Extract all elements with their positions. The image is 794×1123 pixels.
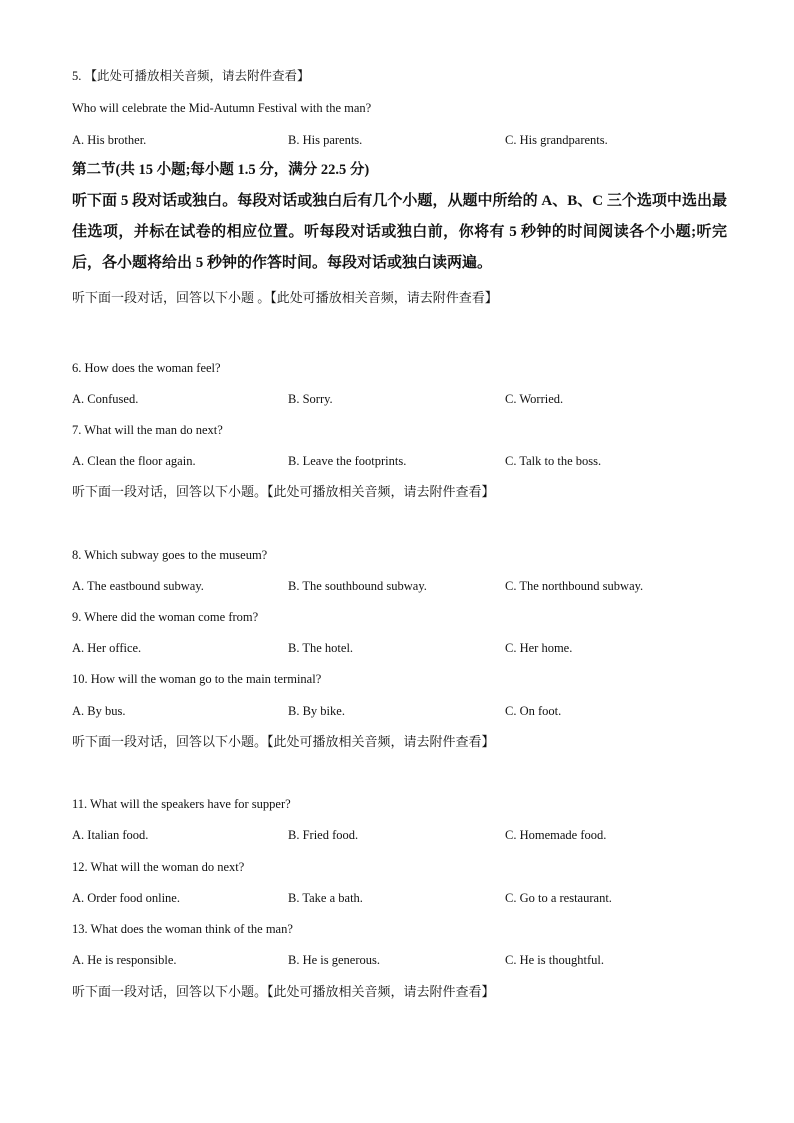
option-a: A. Order food online. [72, 891, 180, 905]
option-a: A. Italian food. [72, 828, 149, 842]
question-text: 10. How will the woman go to the main terminal? [72, 672, 322, 686]
audio-cue: 听下面一段对话，回答以下小题 。【此处可播放相关音频，请去附件查看】 [72, 290, 498, 305]
option-b: B. By bike. [288, 704, 345, 718]
option-c: C. Her home. [505, 641, 573, 655]
option-b: B. Sorry. [288, 392, 333, 406]
option-c: C. The northbound subway. [505, 579, 644, 593]
audio-cue: 听下面一段对话，回答以下小题。【此处可播放相关音频，请去附件查看】 [72, 984, 495, 999]
option-a: A. He is responsible. [72, 953, 177, 967]
question-text: 11. What will the speakers have for supper? [72, 797, 291, 811]
question-text: 8. Which subway goes to the museum? [72, 548, 268, 562]
q5-question: Who will celebrate the Mid-Autumn Festival with the man? [72, 101, 372, 115]
question-options [72, 640, 732, 656]
question-text: 13. What does the woman think of the man? [72, 922, 293, 936]
option-c: C. He is thoughtful. [505, 953, 604, 967]
question-text: 12. What will the woman do next? [72, 860, 245, 874]
q5-option-c: C. His grandparents. [505, 133, 608, 147]
q5-options [72, 132, 732, 148]
q5-option-b: B. His parents. [288, 133, 363, 147]
option-b: B. He is generous. [288, 953, 380, 967]
option-a: A. Her office. [72, 641, 142, 655]
question-options [72, 578, 732, 594]
option-c: C. Talk to the boss. [505, 454, 602, 468]
question-text: 7. What will the man do next? [72, 423, 223, 437]
question-text: 6. How does the woman feel? [72, 361, 221, 375]
option-a: A. Confused. [72, 392, 139, 406]
option-c: C. Worried. [505, 392, 564, 406]
question-options [72, 827, 732, 843]
option-a: A. Clean the floor again. [72, 454, 196, 468]
q5-header: 5. 【此处可播放相关音频，请去附件查看】 [72, 69, 310, 83]
question-options [72, 890, 732, 906]
option-b: B. The southbound subway. [288, 579, 427, 593]
question-options [72, 952, 732, 968]
option-c: C. On foot. [505, 704, 562, 718]
option-b: B. The hotel. [288, 641, 354, 655]
section-instructions: 听下面 5 段对话或独白。每段对话或独白后有几个小题，从题中所给的 A、B、C 三个选项中选出最佳选项，并标在试卷的相应位置。听每段对话或独白前，你将有 5 秒钟的时间阅读各个小题;听完后，各小题将给出 5 秒钟的作答时间。每段对话或独白读两遍。 [72, 193, 727, 271]
option-a: A. The eastbound subway. [72, 579, 204, 593]
option-c: C. Go to a restaurant. [505, 891, 612, 905]
question-options [72, 391, 732, 407]
option-c: C. Homemade food. [505, 828, 607, 842]
q5-option-a: A. His brother. [72, 133, 147, 147]
audio-cue: 听下面一段对话，回答以下小题。【此处可播放相关音频，请去附件查看】 [72, 484, 495, 499]
question-text: 9. Where did the woman come from? [72, 610, 259, 624]
option-b: B. Take a bath. [288, 891, 363, 905]
section-title: 第二节(共 15 小题;每小题 1.5 分，满分 22.5 分) [72, 162, 370, 178]
option-b: B. Leave the footprints. [288, 454, 407, 468]
question-options [72, 453, 732, 469]
question-options [72, 703, 732, 719]
audio-cue: 听下面一段对话，回答以下小题。【此处可播放相关音频，请去附件查看】 [72, 734, 495, 749]
option-b: B. Fried food. [288, 828, 359, 842]
option-a: A. By bus. [72, 704, 126, 718]
